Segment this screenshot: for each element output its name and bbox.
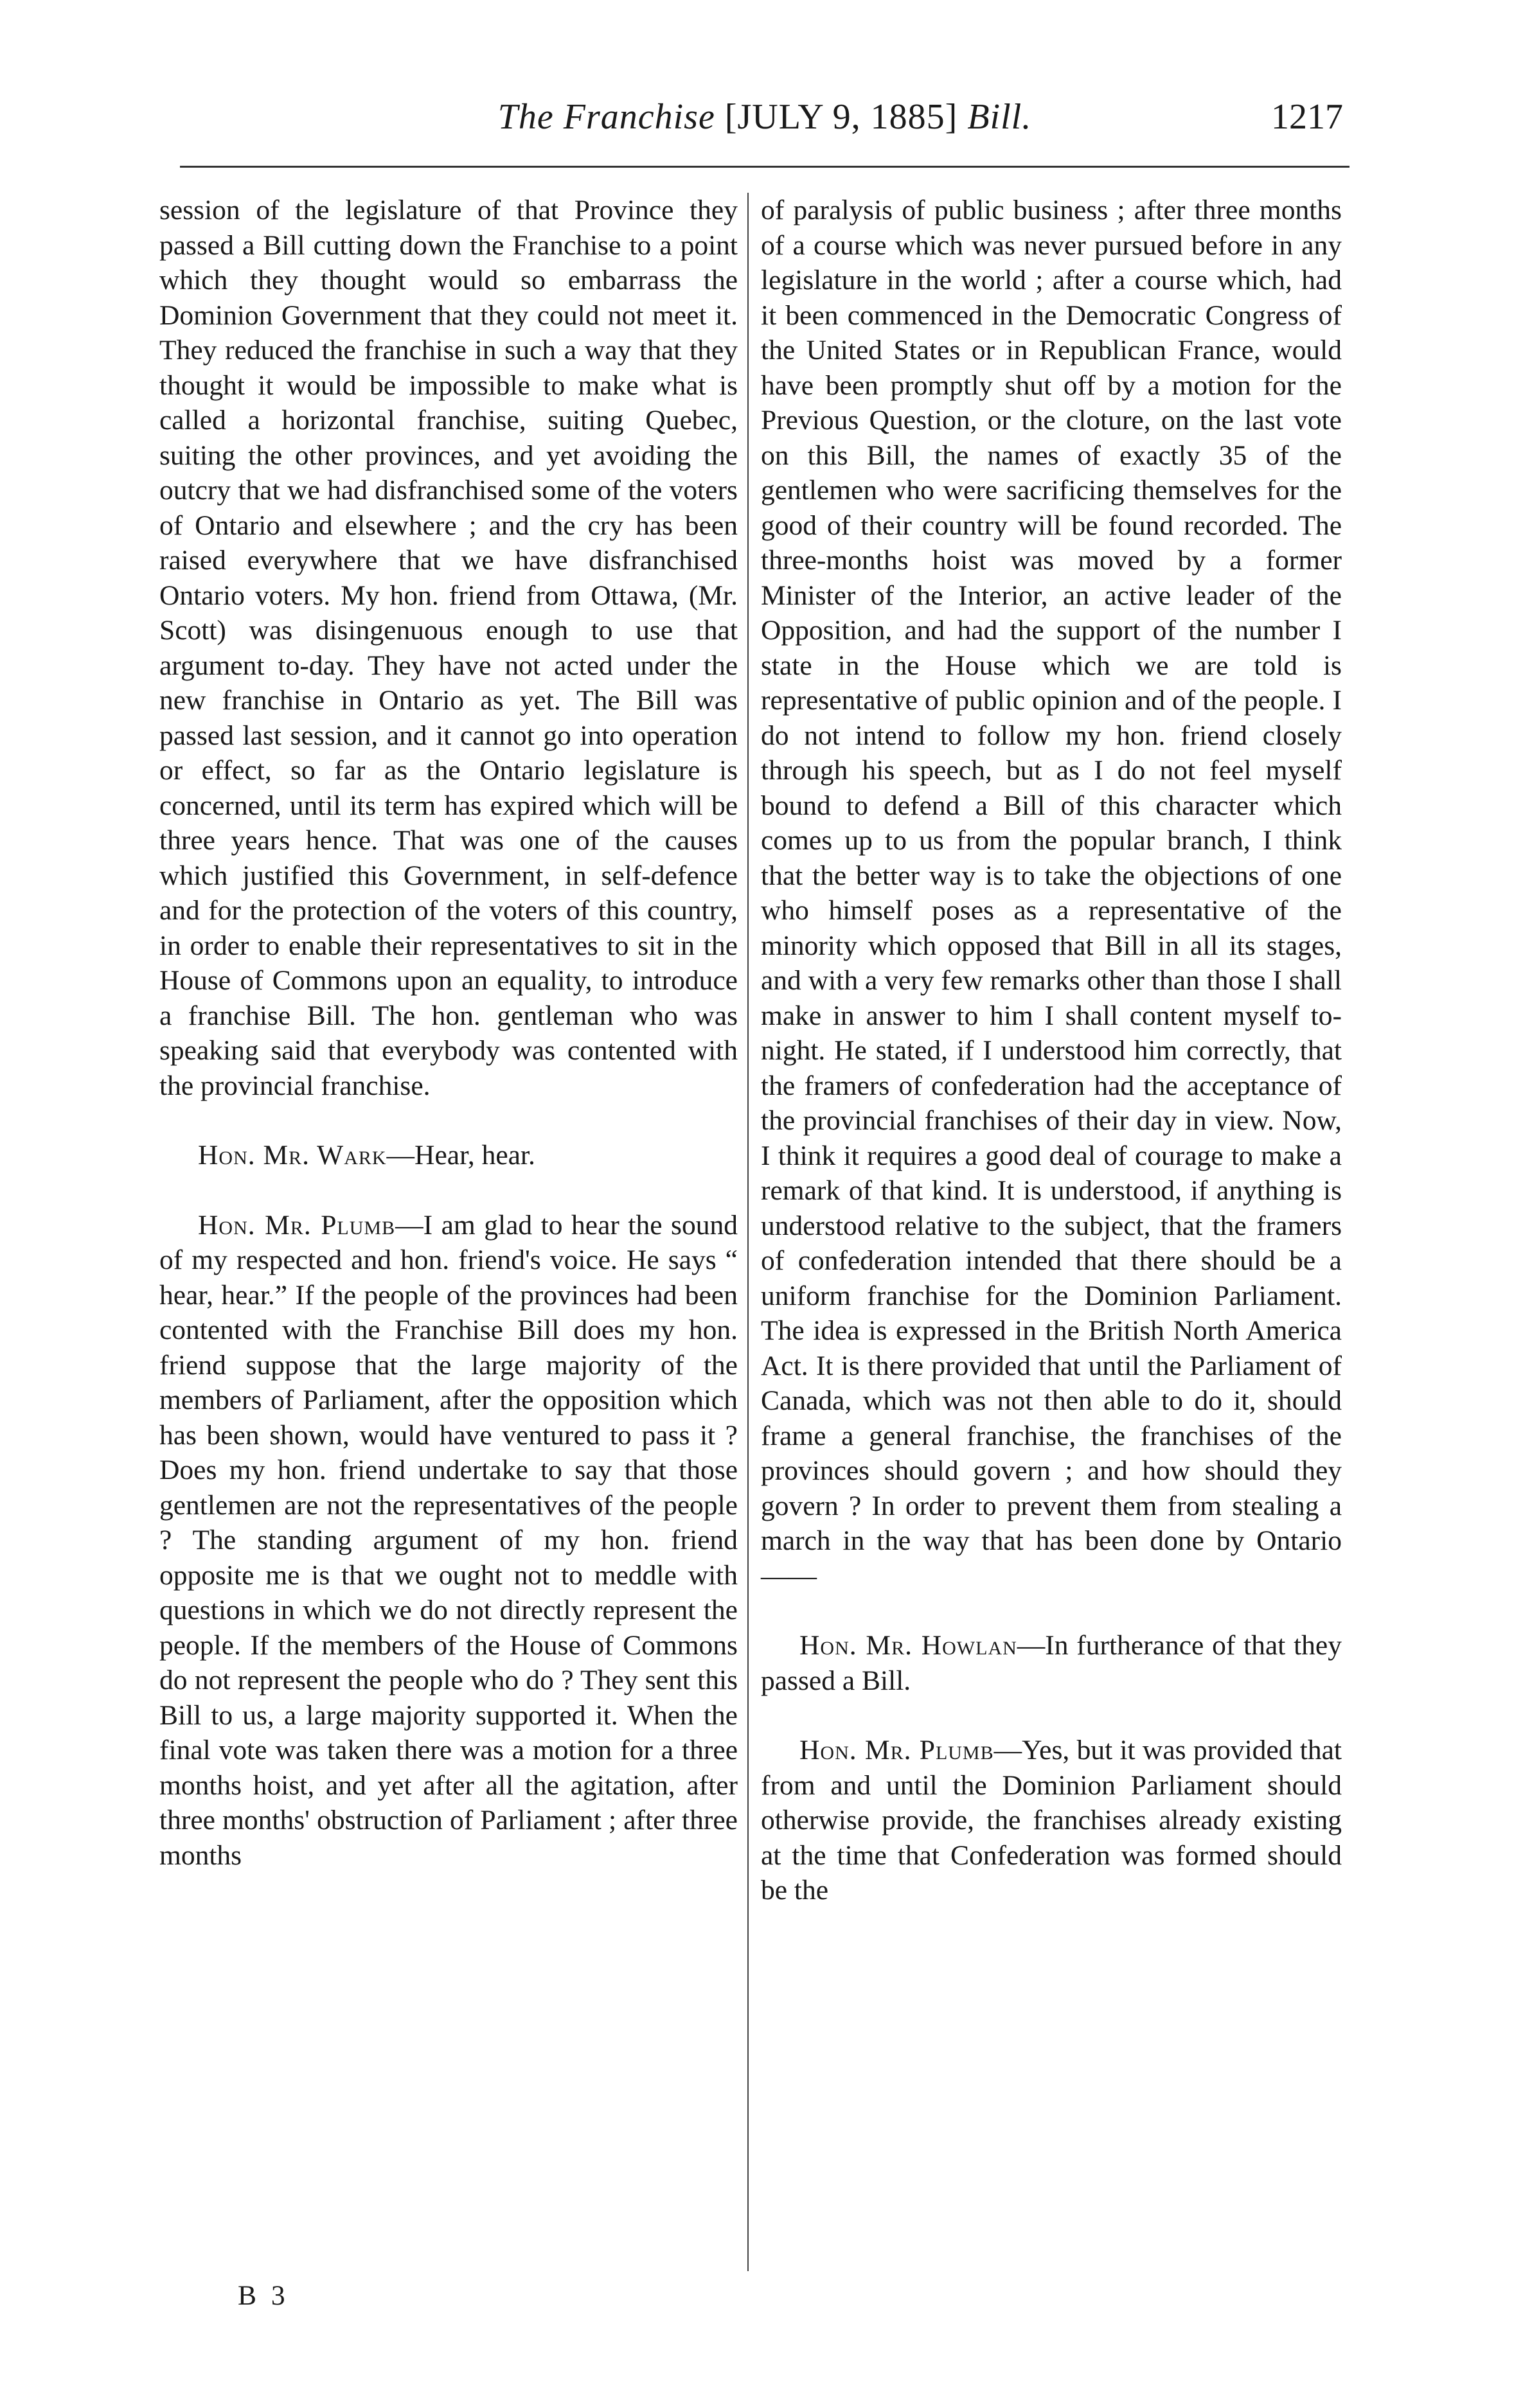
page-header [186,96,1343,148]
speaker-name: Hon. Mr. Plumb [799,1735,994,1766]
speech-plumb-reply [761,1733,1342,1908]
running-title-date: [JULY 9, 1885] [724,97,958,137]
right-paragraph: of paralysis of public business ; after three months of a course which was never pursued before in any legislature in the world ; after a course which, had it been commenced in the Democratic Congress of the United States or in Republican France, would have been promptly shut off by a motion for the Previous Question, or the cloture, on the last vote on this Bill, the names of exactly 35 of the gentlemen who were sacrificing themselves for the good of their country will be found recorded. The three-months hoist was moved by a former Minister of the Interior, an active leader of the Opposition, and had the support of the number I state in the House which we are told is representative of public opinion and of the people. I do not intend to follow my hon. friend closely through his speech, but as I do not feel myself bound to defend a Bill of this character which comes up to us from the popular branch, I think that the better way is to take the objections of one who himself poses as a representative of the minority which opposed that Bill in all its stages, and with a very few remarks other than those I shall make in answer to him I shall content myself to-night. He stated, if I understood him correctly, that the framers of confederation had the acceptance of the provincial franchises of their day in view. Now, I think it requires a good deal of courage to make a remark of that kind. It is understood, if anything is understood relative to the subject, that the framers of confederation intended that there should be a uniform franchise for the Dominion Parliament. The idea is expressed in the British North America Act. It is there provided that until the Parliament of Canada, which was not then able to do it, should frame a general franchise, the franchises of the provinces should govern ; and how should they govern ? In order to prevent them from stealing a march in the way that has been done by Ontario—— [761,195,1342,1591]
column-divider [747,193,749,2271]
running-title-right: Bill. [967,97,1032,137]
signature-mark: B 3 [238,2280,289,2311]
speech-howlan [761,1628,1342,1698]
speech-text: —In furtherance of that they passed a Bill. [761,1630,1342,1696]
running-title [186,96,1343,137]
speaker-name: Hon. Mr. Wark [198,1140,387,1171]
speech-text: —I am glad to hear the sound of my respected and hon. friend's voice. He says “ hear, hear.” If the people of the provinces had been contented with the Franchise Bill does my hon. friend suppose that the large majority of the members of Parliament, after the opposition which has been shown, would have ventured to pass it ? Does my hon. friend undertake to say that those gentlemen are not the representatives of the people ? The standing argument of my hon. friend opposite me is that we ought not to meddle with questions in which we do not directly represent the people. If the members of the House of Commons do not represent the people who do ? They sent this Bill to us, a large majority supported it. When the final vote was taken there was a motion for a three months hoist, and yet after all the agitation, after three months' obstruction of Parliament ; after three months [159,1209,738,1871]
speech-wark [159,1138,738,1173]
speaker-name: Hon. Mr. Plumb [198,1209,396,1241]
left-paragraph: session of the legislature of that Province they passed a Bill cutting down the Franchise to a point which they thought would so embarrass the Dominion Government that they could not meet it. They reduced the franchise in such a way that they thought it would be impossible to make what is called a horizontal franchise, suiting Quebec, suiting the other provinces, and yet avoiding the outcry that we had disfranchised some of the voters of Ontario and elsewhere ; and the cry has been raised everywhere that we have disfranchised Ontario voters. My hon. friend from Ottawa, (Mr. Scott) was disingenuous enough to use that argument to-day. They have not acted under the new franchise in Ontario as yet. The Bill was passed last session, and it cannot go into operation or effect, so far as the Ontario legislature is concerned, until its term has expired which will be three years hence. That was one of the causes which justified this Government, in self-defence and for the protection of the voters of this country, in order to enable their representatives to sit in the House of Commons upon an equality, to introduce a franchise Bill. The hon. gentleman who was speaking said that everybody was contented with the provincial franchise. [159,195,738,1101]
speech-text: —Yes, but it was provided that from and until the Dominion Parliament should otherwise provide, the franchises already existing at the time that Confederation was formed should be the [761,1735,1342,1906]
speech-text: —Hear, hear. [386,1140,535,1171]
page-number: 1217 [1271,97,1343,137]
header-rule [180,166,1349,168]
speech-plumb [159,1208,738,1873]
left-column [159,193,738,1873]
right-column [761,193,1342,1908]
speaker-name: Hon. Mr. Howlan [799,1630,1017,1661]
running-title-left: The Franchise [497,97,715,137]
